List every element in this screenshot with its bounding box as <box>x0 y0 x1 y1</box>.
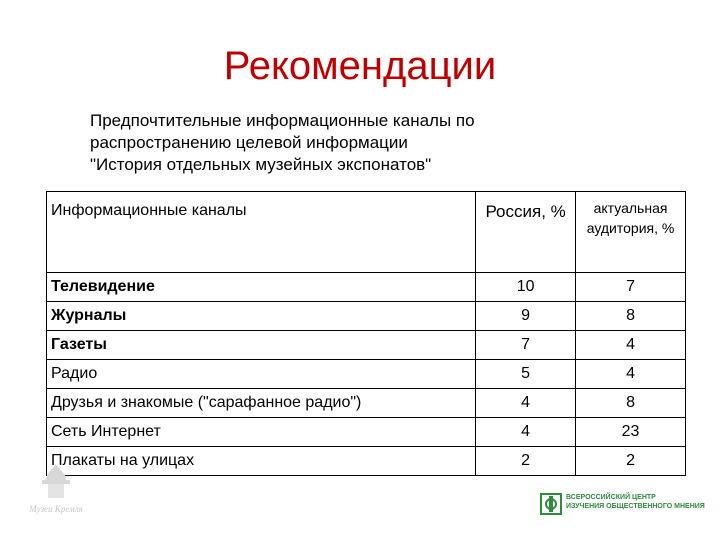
channel-cell: Телевидение <box>47 273 476 302</box>
russia-percent-cell: 4 <box>476 389 576 418</box>
channel-cell: Сеть Интернет <box>47 418 476 447</box>
audience-percent-cell: 8 <box>576 389 686 418</box>
russia-percent-cell: 4 <box>476 418 576 447</box>
russia-percent-cell: 7 <box>476 331 576 360</box>
audience-percent-cell: 23 <box>576 418 686 447</box>
audience-percent-cell: 4 <box>576 331 686 360</box>
slide-subtitle <box>90 110 590 176</box>
subtitle-line-1: Предпочтительные информационные каналы по <box>90 111 475 130</box>
table-row <box>47 418 686 447</box>
slide-title: Рекомендации <box>223 44 497 88</box>
vciom-logo-icon <box>540 493 562 515</box>
channel-cell: Друзья и знакомые ("сарафанное радио") <box>47 389 476 418</box>
kremlin-museums-logo-text: Музеи Кремля <box>29 504 83 514</box>
header-channels: Информационные каналы <box>47 192 476 273</box>
vciom-logo <box>540 493 710 517</box>
audience-percent-cell: 8 <box>576 302 686 331</box>
audience-percent-cell: 4 <box>576 360 686 389</box>
table-row <box>47 447 686 476</box>
table-row <box>47 331 686 360</box>
table-row <box>47 389 686 418</box>
channel-cell: Радио <box>47 360 476 389</box>
audience-percent-cell: 2 <box>576 447 686 476</box>
vciom-logo-line-2: ИЗУЧЕНИЯ ОБЩЕСТВЕННОГО МНЕНИЯ <box>566 503 705 510</box>
russia-percent-cell: 2 <box>476 447 576 476</box>
kremlin-museums-logo-icon <box>28 460 84 530</box>
russia-percent-cell: 5 <box>476 360 576 389</box>
subtitle-line-2: распространению целевой информации <box>90 133 408 152</box>
table-row <box>47 360 686 389</box>
table-row <box>47 273 686 302</box>
channel-cell: Плакаты на улицах <box>47 447 476 476</box>
russia-percent-cell: 9 <box>476 302 576 331</box>
vciom-logo-line-1: ВСЕРОССИЙСКИЙ ЦЕНТР <box>566 494 656 501</box>
channels-table <box>46 191 686 476</box>
table-row <box>47 302 686 331</box>
table-header-row <box>47 192 686 273</box>
header-russia: Россия, % <box>476 192 576 273</box>
russia-percent-cell: 10 <box>476 273 576 302</box>
subtitle-line-3: "История отдельных музейных экспонатов" <box>90 155 432 174</box>
header-audience: актуальная аудитория, % <box>576 192 686 273</box>
channel-cell: Газеты <box>47 331 476 360</box>
audience-percent-cell: 7 <box>576 273 686 302</box>
channel-cell: Журналы <box>47 302 476 331</box>
